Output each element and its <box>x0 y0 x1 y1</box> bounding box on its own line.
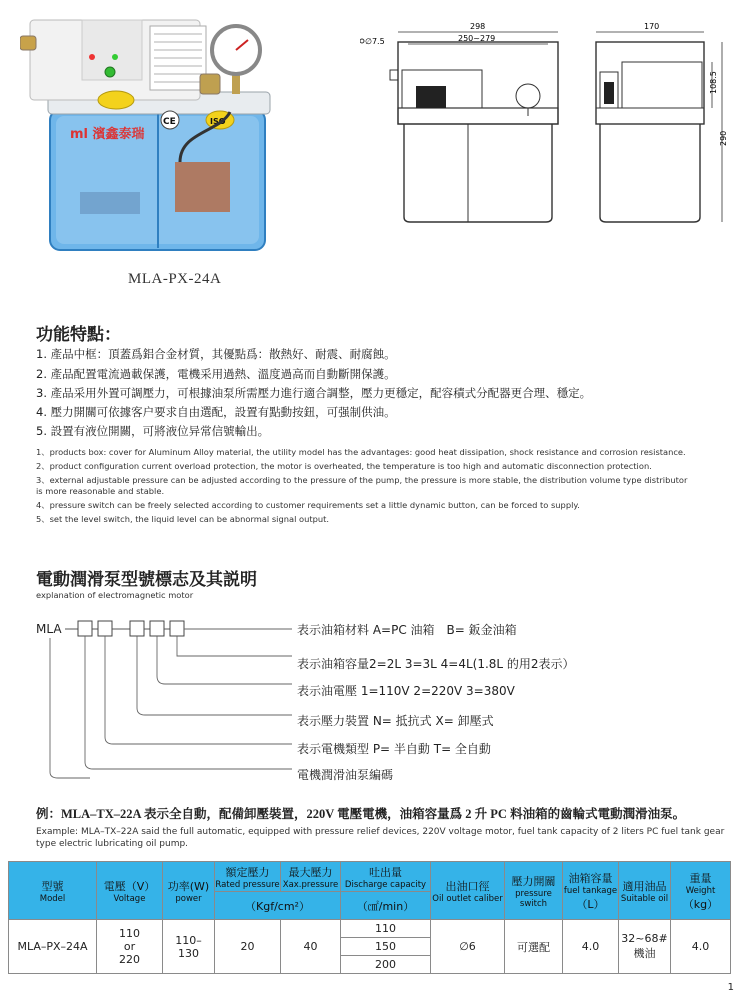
cell-discharge-1: 110 <box>341 920 431 938</box>
dimension-drawing <box>360 22 730 237</box>
cell-voltage: 110 or 220 <box>97 920 163 974</box>
product-caption: MLA-PX-24A <box>128 271 222 287</box>
dim-total-height: 290 <box>719 130 728 146</box>
feature-en-1: 1、products box: cover for Aluminum Alloy material, the utility model has the advantages: good heat dissipation, shock resistance and corrosion resistance. <box>36 447 686 457</box>
dim-depth: 170 <box>644 22 660 31</box>
cell-model: MLA–PX–24A <box>9 920 97 974</box>
cell-rated: 20 <box>215 920 281 974</box>
discharge-unit: （㎠/min） <box>341 892 431 920</box>
cell-weight: 4.0 <box>671 920 731 974</box>
col-oil: 適用油品 Suitable oil <box>619 862 671 920</box>
col-switch: 壓力開關 pressure switch <box>505 862 563 920</box>
model-code-title: 電動潤滑泵型號標志及其説明 <box>36 570 257 590</box>
cell-discharge-3: 200 <box>341 956 431 974</box>
features-title: 功能特點： <box>36 325 121 345</box>
dim-width-total: 298 <box>470 22 486 31</box>
code-desc-motor: 表示電機類型 P= 半自動 T= 全自動 <box>297 742 491 756</box>
dim-hole: ∅7.5 <box>365 37 385 46</box>
cell-discharge-2: 150 <box>341 938 431 956</box>
feature-en-3: 3、external adjustable pressure can be adjusted according to the pressure of the pump, the pressure is more stable, the distribution volume type distributor is more reasonable and stable. <box>36 475 688 496</box>
model-code-subtitle: explanation of electromagnetic motor <box>36 590 194 600</box>
feature-en-5: 5、set the level switch, the liquid level can be abnormal signal output. <box>36 514 330 524</box>
cell-outlet: ∅6 <box>431 920 505 974</box>
product-photo <box>20 12 290 260</box>
col-outlet: 出油口徑 Oil outlet caliber <box>431 862 505 920</box>
dim-width-mount: 250~279 <box>458 34 496 43</box>
feature-zh-5: 5. 設置有液位開關，可將液位异常信號輸出。 <box>36 424 270 438</box>
code-desc-pressure: 表示壓力裝置 N= 抵抗式 X= 卸壓式 <box>297 714 494 728</box>
code-desc-voltage: 表示油電壓 1=110V 2=220V 3=380V <box>297 684 515 698</box>
feature-zh-1: 1. 產品中框：頂蓋爲鋁合金材質，其優點爲：散熱好、耐震、耐腐蝕。 <box>36 347 396 361</box>
code-desc-capacity: 表示油箱容量2=2L 3=3L 4=4L(1.8L 的用2表示） <box>297 657 575 671</box>
example-en: Example: MLA–TX–22A said the full automatic, equipped with pressure relief devices, 220V voltage motor, fuel tank capacity of 2 liters PC fuel tank gear type electric lubricating oil pump. <box>36 827 725 849</box>
feature-zh-3: 3. 產品采用外置可調壓力，可根據油泵所需壓力進行適合調整，壓力更穩定，配容積式分配器更合理、穩定。 <box>36 386 592 400</box>
feature-zh-2: 2. 產品配置電流過載保護，電機采用過熱、溫度過高而自動斷開保護。 <box>36 367 396 381</box>
feature-zh-4: 4. 壓力開關可依據客户要求自由選配，設置有點動按鈕，可强制供油。 <box>36 405 396 419</box>
code-desc-pump: 電機潤滑油泵編碼 <box>297 768 394 782</box>
col-weight: 重量 Weight （kg） <box>671 862 731 920</box>
cell-power: 110– 130 <box>163 920 215 974</box>
page-number: 1 <box>727 982 734 993</box>
pressure-unit: （Kgf/cm²） <box>215 892 341 920</box>
brand-logo: ml 濱鑫泰瑞 <box>70 127 145 142</box>
code-desc-material: 表示油箱材料 A=PC 油箱 B= 鈑金油箱 <box>297 623 517 637</box>
cell-max: 40 <box>281 920 341 974</box>
col-model: 型號 Model <box>9 862 97 920</box>
ce-mark: CE <box>163 117 176 127</box>
col-voltage: 電壓（V） Voltage <box>97 862 163 920</box>
col-max-pressure: 最大壓力 Xax.pressure <box>281 862 341 892</box>
cell-switch: 可選配 <box>505 920 563 974</box>
feature-en-2: 2、product configuration current overload protection, the motor is overheated, the temperature is too high and automatic disconnection protection. <box>36 461 652 471</box>
model-code-diagram <box>30 612 300 782</box>
col-discharge: 吐出量 Discharge capacity <box>341 862 431 892</box>
col-rated-pressure: 額定壓力 Rated pressure <box>215 862 281 892</box>
feature-en-4: 4、pressure switch can be freely selected according to customer requirements set a little dynamic button, can be forced to supply. <box>36 500 580 510</box>
iso-mark: ISO <box>210 117 226 126</box>
cell-tank: 4.0 <box>563 920 619 974</box>
cell-oil: 32~68# 機油 <box>619 920 671 974</box>
col-tank: 油箱容量 fuel tankage （L） <box>563 862 619 920</box>
model-code-prefix: MLA <box>36 622 62 636</box>
col-power: 功率(W) power <box>163 862 215 920</box>
dim-top-height: 108.5 <box>709 71 718 94</box>
spec-table <box>8 861 731 974</box>
example-zh: 例：MLA–TX–22A 表示全自動，配備卸壓裝置，220V 電壓電機，油箱容量爲 2 升 PC 料油箱的齒輪式電動潤滑油泵。 <box>36 807 686 821</box>
